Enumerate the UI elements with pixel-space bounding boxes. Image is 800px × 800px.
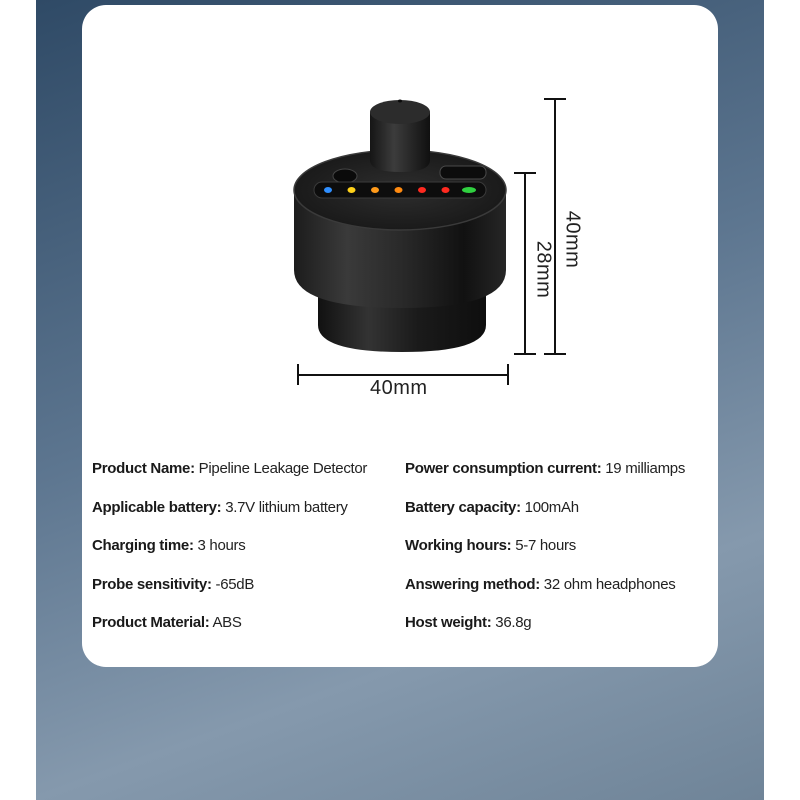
indicator-led [371, 187, 379, 193]
indicator-strip [314, 182, 486, 198]
spec-item [92, 609, 405, 648]
width-label: 40mm [370, 377, 428, 399]
spec-item [92, 571, 405, 610]
total-height-label: 40mm [561, 210, 584, 269]
volume-knob[interactable] [370, 100, 430, 173]
spec-key: Working hours: [405, 537, 512, 554]
spec-key: Charging time: [92, 537, 194, 554]
indicator-led [418, 187, 426, 193]
spec-value: 36.8g [495, 614, 532, 631]
spec-item [405, 609, 722, 648]
spec-key: Product Name: [92, 460, 195, 477]
spec-item [405, 571, 722, 610]
spec-key: Power consumption current: [405, 460, 602, 477]
spec-value: 3 hours [197, 537, 246, 554]
usb-port [440, 166, 486, 179]
indicator-led [324, 187, 332, 193]
spec-key: Probe sensitivity: [92, 575, 212, 593]
indicator-led [348, 187, 356, 193]
spec-item [405, 494, 722, 533]
indicator-led [442, 187, 450, 193]
spec-item [92, 455, 405, 494]
spec-value: -65dB [215, 575, 255, 593]
body-height-label: 28mm [532, 240, 555, 299]
spec-value: 100mAh [524, 498, 579, 516]
spec-item [92, 532, 405, 571]
spec-list [92, 455, 722, 648]
spec-key: Product Material: [92, 614, 210, 631]
spec-value: 3.7V lithium battery [225, 498, 348, 516]
spec-item [405, 455, 722, 494]
spec-key: Battery capacity: [405, 498, 521, 516]
spec-value: 19 milliamps [605, 460, 686, 477]
indicator-led [395, 187, 403, 193]
spec-item [405, 532, 722, 571]
spec-value: ABS [212, 614, 242, 631]
spec-item [92, 494, 405, 533]
headphone-jack [333, 169, 357, 183]
spec-value: 32 ohm headphones [543, 575, 676, 593]
spec-value: Pipeline Leakage Detector [198, 460, 368, 477]
spec-key: Applicable battery: [92, 498, 222, 516]
indicator-led [462, 187, 476, 193]
spec-key: Host weight: [405, 614, 492, 631]
spec-key: Answering method: [405, 575, 540, 593]
spec-value: 5-7 hours [515, 537, 576, 554]
